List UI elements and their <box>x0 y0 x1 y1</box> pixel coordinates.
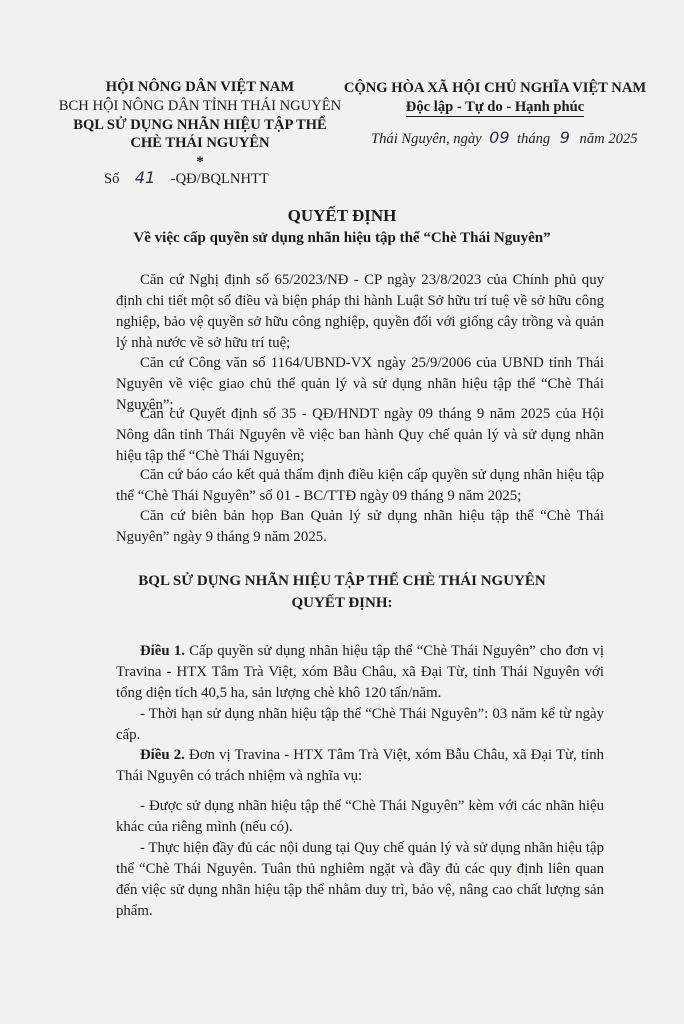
decider-title: BQL SỬ DỤNG NHÃN HIỆU TẬP THỂ CHÈ THÁI NGUYÊN <box>138 573 546 589</box>
nation-title: CỘNG HÒA XÃ HỘI CHỦ NGHĨA VIỆT NAM <box>343 80 647 96</box>
article-1-text: Cấp quyền sử dụng nhãn hiệu tập thể “Chè Thái Nguyên” cho đơn vị Travina - HTX Tâm Trà Việt, xóm Bẫu Châu, xã Đại Từ, tỉnh Thái Nguyên với tổng diện tích 40,5 ha, sản lượng chè khô 120 tấn/năm. <box>116 643 604 701</box>
date-place <box>371 128 638 149</box>
article-1-label: Điều 1. <box>140 643 185 659</box>
article-2-label: Điều 2. <box>140 747 185 763</box>
date-year: năm 2025 <box>579 131 638 147</box>
article-2-duty: - Được sử dụng nhãn hiệu tập thể “Chè Thái Nguyên” kèm với các nhãn hiệu khác của riêng mình (nếu có). <box>116 798 604 835</box>
basis-paragraph: Căn cứ biên bản họp Ban Quản lý sử dụng nhãn hiệu tập thể “Chè Thái Nguyên” ngày 9 tháng 9 năm 2025. <box>116 508 604 545</box>
basis-paragraph: Căn cứ báo cáo kết quả thẩm định điều kiện cấp quyền sử dụng nhãn hiệu tập thể “Chè Thái Nguyên” số 01 - BC/TTĐ ngày 09 tháng 9 năm 2025; <box>116 467 604 504</box>
article-1 <box>116 641 604 704</box>
date-day: 09 <box>489 128 510 147</box>
number-handwritten: 41 <box>134 168 156 187</box>
national-motto <box>380 97 610 117</box>
basis-paragraph: Căn cứ Quyết định số 35 - QĐ/HNDT ngày 09 tháng 9 năm 2025 của Hội Nông dân tỉnh Thái Nguyên về việc ban hành Quy chế quản lý và sử dụng nhãn hiệu tập thể “Chè Thái Nguyên; <box>116 406 604 464</box>
motto-text: Độc lập - Tự do - Hạnh phúc <box>405 99 585 115</box>
date-month-label: tháng <box>516 131 551 147</box>
basis-paragraph: Căn cứ Công văn số 1164/UBND-VX ngày 25/9/2006 của UBND tỉnh Thái Nguyên về việc giao chủ thể quản lý và sử dụng nhãn hiệu tập thể “Chè Thái Nguyên”; <box>116 355 604 413</box>
decides-heading: QUYẾT ĐỊNH: <box>291 595 393 611</box>
basis-paragraph: Căn cứ Nghị định số 65/2023/NĐ - CP ngày 23/8/2023 của Chính phủ quy định chi tiết một số điều và biện pháp thi hành Luật Sở hữu trí tuệ về sở hữu công nghiệp, bảo vệ quyền sở hữu công nghiệp, quyền đối với giống cây trồng và quản lý nhà nước về sở hữu trí tuệ; <box>116 272 604 351</box>
document-number <box>104 168 269 189</box>
number-prefix: Số <box>104 171 120 187</box>
org-line-4: CHÈ THÁI NGUYÊN <box>130 135 270 151</box>
document-subtitle: Về việc cấp quyền sử dụng nhãn hiệu tập thể “Chè Thái Nguyên” <box>133 230 551 246</box>
article-2 <box>116 745 604 787</box>
number-suffix: -QĐ/BQLNHTT <box>170 171 269 187</box>
article-2-duty: - Thực hiện đầy đủ các nội dung tại Quy chế quản lý và sử dụng nhãn hiệu tập thể “Chè Thái Nguyên. Tuân thủ nghiêm ngặt và đầy đủ các quy định liên quan đến việc sử dụng nhãn hiệu tập thể nhằm duy trì, bảo vệ, nâng cao chất lượng sản phẩm. <box>116 840 604 919</box>
org-line-1: HỘI NÔNG DÂN VIỆT NAM <box>105 79 295 95</box>
date-month: 9 <box>559 128 570 147</box>
org-line-2: BCH HỘI NÔNG DÂN TỈNH THÁI NGUYÊN <box>58 98 342 114</box>
date-place-label: Thái Nguyên, ngày <box>371 131 482 147</box>
document-title: QUYẾT ĐỊNH <box>287 206 397 225</box>
org-line-3: BQL SỬ DỤNG NHÃN HIỆU TẬP THỂ <box>73 117 327 133</box>
article-2-text: Đơn vị Travina - HTX Tâm Trà Việt, xóm Bẫu Châu, xã Đại Từ, tỉnh Thái Nguyên có trách nhiệm và nghĩa vụ: <box>116 747 604 784</box>
org-star: * <box>196 154 204 170</box>
article-1-term: - Thời hạn sử dụng nhãn hiệu tập thể “Chè Thái Nguyên”: 03 năm kể từ ngày cấp. <box>116 706 604 743</box>
